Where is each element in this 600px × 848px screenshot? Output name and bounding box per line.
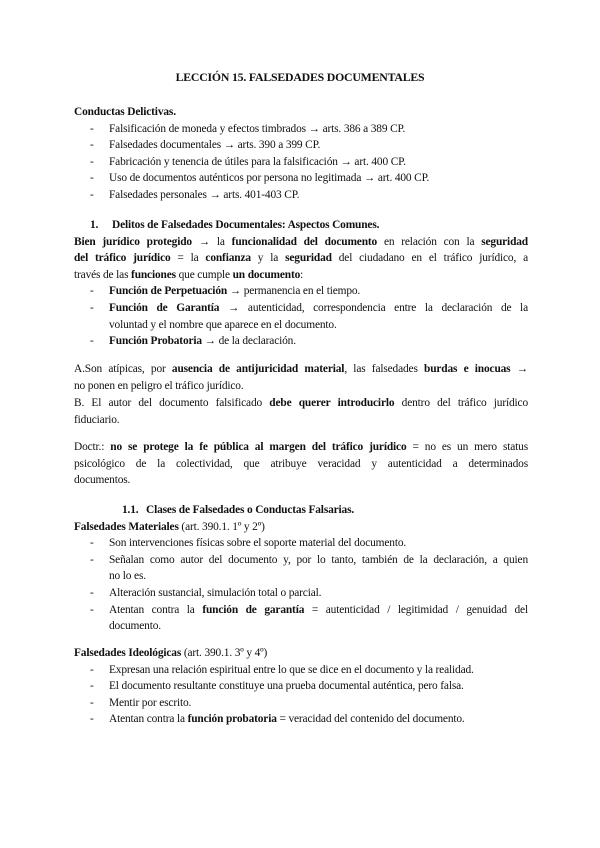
ideologicas-section (74, 645, 528, 728)
list-item: - Alteración sustancial, simulación total o parcial. (90, 586, 322, 599)
list-item-continuation: no lo es. (109, 570, 146, 583)
list-item: - El documento resultante constituye una prueba documental auténtica, pero falsa. (90, 680, 464, 693)
list-item: - Mentir por escrito. (90, 696, 192, 709)
section-1 (74, 217, 528, 350)
list-item: - Función Probatoria → de la declaración. (90, 335, 296, 348)
doctrina-paragraph: Doctr.: no se protege la fe pública al margen del tráfico jurídico = no es un mero status psicológico de la colectividad, que atribuye veracidad y autenticidad a determinados documentos. (74, 441, 529, 487)
list-item: - Atentan contra la función de garantía = autenticidad / legitimidad / genuidad del (90, 603, 528, 616)
list-item: - Falsificación de moneda y efectos timbrados → arts. 386 a 389 CP. (90, 122, 406, 135)
materiales-heading: Falsedades Materiales (art. 390.1. 1º y 2º) (74, 520, 265, 533)
list-item: - Función de Garantía → autenticidad, correspondencia entre la declaración de la (90, 301, 528, 314)
list-item: - Falsedades documentales → arts. 390 a 399 CP. (90, 139, 321, 152)
list-item: - Función de Perpetuación → permanencia en el tiempo. (90, 285, 361, 298)
ideologicas-heading: Falsedades Ideológicas (art. 390.1. 3º y 4º) (74, 647, 268, 659)
list-item: - Son intervenciones físicas sobre el soporte material del documento. (90, 537, 407, 550)
list-item: - Fabricación y tenencia de útiles para la falsificación → art. 400 CP. (90, 155, 406, 168)
list-item: - Uso de documentos auténticos por persona no legitimada → art. 400 CP. (90, 172, 430, 185)
list-item-continuation: documento. (109, 620, 161, 633)
point-a: A.Son atípicas, por ausencia de antijuricidad material, las falsedades burdas e inocuas → no ponen en peligro el tráfico jurídico. (74, 363, 528, 392)
list-item: - Atentan contra la función probatoria = veracidad del contenido del documento. (90, 713, 465, 726)
section-1-1 (74, 502, 528, 635)
point-b: B. El autor del documento falsificado debe querer introducirlo dentro del tráfico jurídico fiduciario. (74, 397, 528, 426)
conductas-heading: Conductas Delictivas. (74, 106, 176, 118)
list-item: - Señalan como autor del documento y, por lo tanto, también de la declaración, a quien (90, 553, 528, 566)
bien-juridico-paragraph: Bien jurídico protegido → la funcionalidad del documento en relación con la seguridad del tráfico jurídico = la confianza y la seguridad del ciudadano en el tráfico jurídico, a través de las funciones que cumple un documento: (74, 235, 528, 281)
conductas-section (74, 104, 528, 204)
section-1-heading: 1. Delitos de Falsedades Documentales: Aspectos Comunes. (90, 219, 380, 231)
section-1-1-heading: 1.1. Clases de Falsedades o Conductas Falsarias. (122, 504, 355, 516)
list-item: - Falsedades personales → arts. 401-403 CP. (90, 188, 300, 201)
lesson-title: LECCIÓN 15. FALSEDADES DOCUMENTALES (175, 70, 425, 84)
list-item: - Expresan una relación espiritual entre lo que se dice en el documento y la realidad. (90, 663, 474, 676)
list-item-continuation: voluntad y el nombre que aparece en el documento. (109, 318, 337, 331)
